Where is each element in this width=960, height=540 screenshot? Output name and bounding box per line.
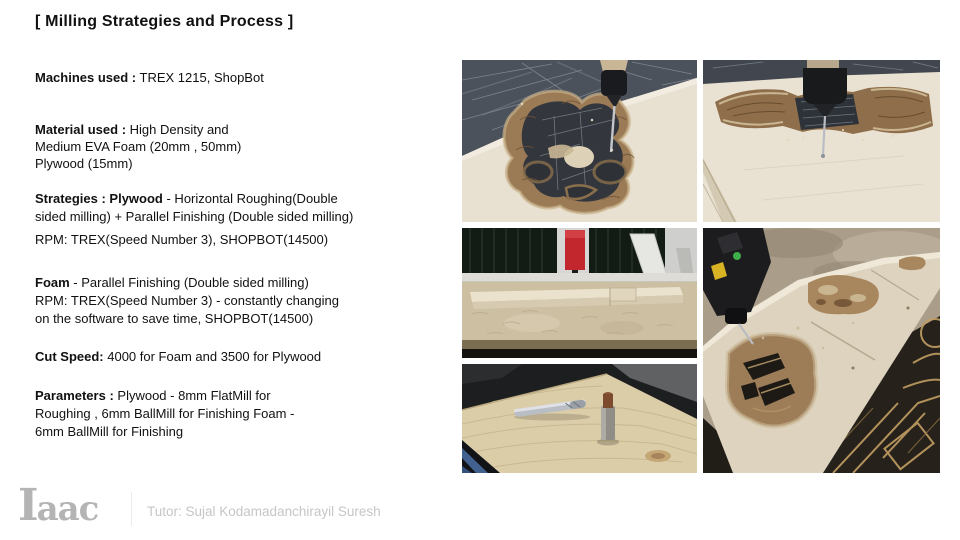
photo-milling-closeup-top-right: [703, 60, 940, 222]
footer-divider: [131, 492, 132, 526]
cnc-machine-illustration: [462, 228, 697, 358]
photo-shopbot-sheet-right: [703, 228, 940, 473]
parameters-line1: Plywood - 8mm FlatMill for: [113, 388, 271, 403]
photo-mill-bits-bottom-left: [462, 364, 697, 473]
photo-trex-machine-mid-left: [462, 228, 697, 358]
iaac-logo: [18, 480, 99, 535]
iaac-logo-letters-aac: aac: [36, 489, 99, 529]
machines-used-value: TREX 1215, ShopBot: [136, 70, 264, 85]
material-used-block: [35, 121, 465, 172]
parameters-line2: Roughing , 6mm BallMill for Finishing Foam -: [35, 406, 295, 421]
foam-line2: RPM: TREX(Speed Number 3) - constantly changing: [35, 293, 339, 308]
strategies-line2: sided milling) + Parallel Finishing (Double sided milling): [35, 209, 354, 224]
machines-used-label: Machines used :: [35, 70, 137, 85]
strategies-label: Strategies : Plywood: [35, 191, 163, 206]
milling-closeup-illustration: [703, 60, 940, 222]
mill-bits-illustration: [462, 364, 697, 473]
photo-milling-cavity-top-left: [462, 60, 697, 222]
material-line1: High Density and: [126, 122, 229, 137]
material-used-label: Material used :: [35, 122, 127, 137]
page-title: [ Milling Strategies and Process ]: [35, 13, 294, 30]
foam-line3: on the software to save time, SHOPBOT(14500): [35, 311, 314, 326]
parameters-label: Parameters :: [35, 388, 114, 403]
foam-label: Foam: [35, 275, 70, 290]
strategies-block: [35, 190, 465, 226]
cut-speed-value: 4000 for Foam and 3500 for Plywood: [103, 349, 322, 364]
parameters-line3: 6mm BallMill for Finishing: [35, 424, 184, 439]
strategies-line1: - Horizontal Roughing(Double: [162, 191, 338, 206]
iaac-logo-letter-i: I: [18, 480, 39, 531]
machines-used-line: [35, 69, 465, 87]
milling-photo-illustration: [462, 60, 697, 222]
material-line2: Medium EVA Foam (20mm , 50mm): [35, 139, 242, 154]
foam-block: [35, 274, 465, 328]
strategies-rpm: RPM: TREX(Speed Number 3), SHOPBOT(14500): [35, 232, 329, 247]
foam-line1: - Parallel Finishing (Double sided milling): [69, 275, 309, 290]
material-line3: Plywood (15mm): [35, 156, 133, 171]
cut-speed-line: [35, 348, 465, 366]
strategies-rpm-line: [35, 231, 465, 249]
parameters-block: [35, 387, 465, 441]
shopbot-milling-illustration: [703, 228, 940, 473]
cut-speed-label: Cut Speed:: [35, 349, 104, 364]
tutor-credit: Tutor: Sujal Kodamadanchirayil Suresh: [147, 504, 381, 519]
